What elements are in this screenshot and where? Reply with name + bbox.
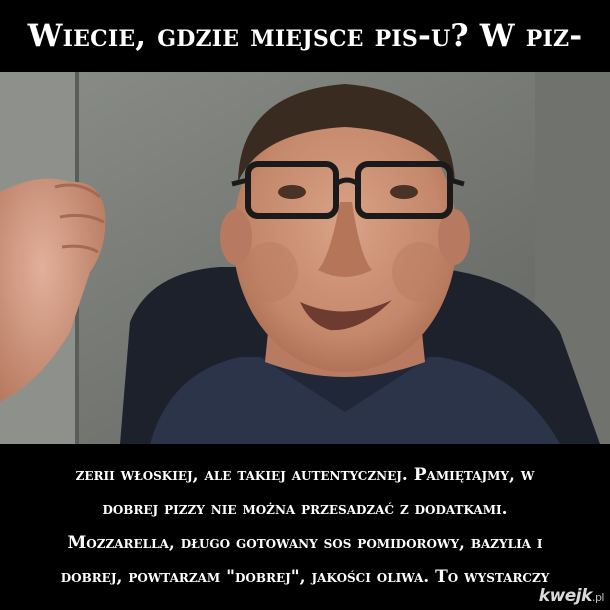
bottom-caption-bar [0, 444, 610, 610]
kwejk-watermark[interactable] [539, 586, 604, 606]
bottom-caption-line-1: zerii włoskiej, ale takiej autentycznej. Pamiętajmy, w [75, 465, 535, 485]
video-frame-photo [0, 72, 610, 444]
bottom-caption-line-3: Mozzarella, długo gotowany sos pomidorowy, bazylia i [67, 533, 543, 553]
bottom-caption-line-2: dobrej pizzy nie można przesadzać z dodatkami. [102, 499, 508, 519]
top-caption-bar [0, 0, 610, 72]
bottom-caption-line-4: dobrej, powtarzam "dobrej", jakości oliwa. To wystarczy [60, 567, 550, 587]
watermark-brand: kwejk [538, 586, 592, 606]
man-portrait-illustration [0, 72, 610, 444]
top-caption-text: Wiecie, gdzie miejsce pis-u? W piz- [27, 18, 583, 54]
watermark-tld: .pl [591, 591, 604, 604]
